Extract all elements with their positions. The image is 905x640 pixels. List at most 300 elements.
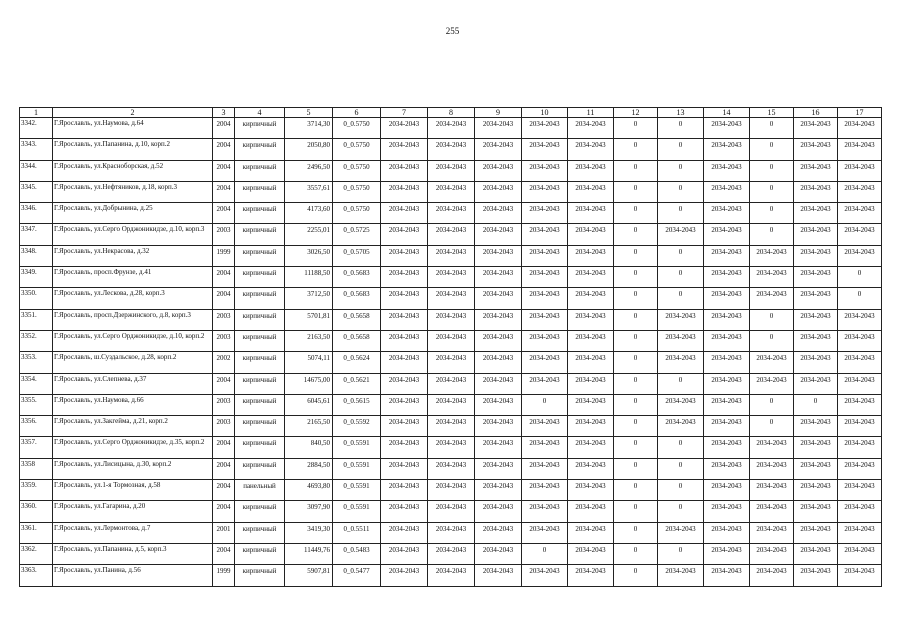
period-cell: 2034-2043 (794, 565, 838, 586)
period-cell: 0 (658, 118, 704, 139)
table-row (20, 543, 882, 564)
period-cell: 2034-2043 (522, 352, 568, 373)
period-cell: 2034-2043 (750, 352, 794, 373)
year-cell: 2004 (213, 288, 235, 309)
index-cell: 0_0.5683 (333, 267, 381, 288)
period-cell: 2034-2043 (428, 181, 475, 202)
period-cell: 2034-2043 (704, 160, 750, 181)
period-cell: 2034-2043 (475, 458, 522, 479)
address-cell: Г.Ярославль, ул.Папанина, д.10, корп.2 (53, 139, 213, 160)
address-cell: Г.Ярославль, ул.Серго Орджоникидзе, д.10, корп.3 (53, 224, 213, 245)
wall-material-cell: кирпичный (235, 267, 285, 288)
row-number-cell: 3360. (20, 501, 53, 522)
table-row (20, 139, 882, 160)
year-cell: 2002 (213, 352, 235, 373)
period-cell: 2034-2043 (428, 352, 475, 373)
address-cell: Г.Ярославль, просп.Дзержинского, д.8, корп.3 (53, 309, 213, 330)
area-cell: 2163,50 (285, 330, 333, 351)
area-cell: 2496,50 (285, 160, 333, 181)
period-cell: 2034-2043 (568, 501, 614, 522)
row-number-cell: 3354. (20, 373, 53, 394)
period-cell: 2034-2043 (838, 416, 882, 437)
column-header: 5 (285, 108, 333, 118)
period-cell: 2034-2043 (381, 309, 428, 330)
area-cell: 6045,61 (285, 394, 333, 415)
period-cell: 0 (658, 181, 704, 202)
period-cell: 2034-2043 (522, 267, 568, 288)
year-cell: 2004 (213, 458, 235, 479)
period-cell: 2034-2043 (381, 203, 428, 224)
column-header: 13 (658, 108, 704, 118)
period-cell: 2034-2043 (475, 565, 522, 586)
period-cell: 2034-2043 (522, 160, 568, 181)
period-cell: 2034-2043 (568, 118, 614, 139)
period-cell: 0 (614, 543, 658, 564)
index-cell: 0_0.5750 (333, 139, 381, 160)
period-cell: 0 (658, 139, 704, 160)
period-cell: 2034-2043 (522, 437, 568, 458)
column-header: 14 (704, 108, 750, 118)
index-cell: 0_0.5591 (333, 501, 381, 522)
period-cell: 2034-2043 (381, 160, 428, 181)
period-cell: 0 (750, 309, 794, 330)
period-cell: 2034-2043 (381, 267, 428, 288)
period-cell: 0 (614, 416, 658, 437)
period-cell: 2034-2043 (475, 160, 522, 181)
row-number-cell: 3345. (20, 181, 53, 202)
period-cell: 0 (658, 458, 704, 479)
table-row (20, 309, 882, 330)
period-cell: 0 (658, 543, 704, 564)
period-cell: 2034-2043 (704, 224, 750, 245)
period-cell: 2034-2043 (704, 118, 750, 139)
period-cell: 2034-2043 (381, 373, 428, 394)
period-cell: 2034-2043 (794, 352, 838, 373)
period-cell: 2034-2043 (522, 224, 568, 245)
area-cell: 3712,50 (285, 288, 333, 309)
column-header: 3 (213, 108, 235, 118)
index-cell: 0_0.5511 (333, 522, 381, 543)
index-cell: 0_0.5591 (333, 480, 381, 501)
year-cell: 2004 (213, 501, 235, 522)
index-cell: 0_0.5750 (333, 181, 381, 202)
period-cell: 2034-2043 (568, 288, 614, 309)
table-row (20, 245, 882, 266)
period-cell: 0 (614, 352, 658, 373)
row-number-cell: 3352. (20, 330, 53, 351)
period-cell: 2034-2043 (381, 288, 428, 309)
period-cell: 2034-2043 (794, 224, 838, 245)
wall-material-cell: кирпичный (235, 245, 285, 266)
period-cell: 2034-2043 (475, 139, 522, 160)
period-cell: 2034-2043 (522, 565, 568, 586)
period-cell: 0 (750, 416, 794, 437)
period-cell: 0 (614, 139, 658, 160)
period-cell: 2034-2043 (838, 330, 882, 351)
period-cell: 0 (750, 181, 794, 202)
table-body (20, 118, 882, 587)
column-header: 8 (428, 108, 475, 118)
period-cell: 2034-2043 (475, 501, 522, 522)
period-cell: 2034-2043 (838, 522, 882, 543)
address-cell: Г.Ярославль, ул.Слепнева, д.37 (53, 373, 213, 394)
period-cell: 2034-2043 (794, 330, 838, 351)
wall-material-cell: кирпичный (235, 458, 285, 479)
period-cell: 2034-2043 (381, 543, 428, 564)
area-cell: 840,50 (285, 437, 333, 458)
period-cell: 0 (838, 288, 882, 309)
address-cell: Г.Ярославль, ш.Суздальское, д.28, корп.2 (53, 352, 213, 373)
period-cell: 2034-2043 (428, 458, 475, 479)
index-cell: 0_0.5683 (333, 288, 381, 309)
period-cell: 2034-2043 (381, 139, 428, 160)
period-cell: 2034-2043 (381, 437, 428, 458)
period-cell: 0 (750, 139, 794, 160)
period-cell: 0 (614, 458, 658, 479)
period-cell: 2034-2043 (475, 181, 522, 202)
period-cell: 0 (614, 181, 658, 202)
year-cell: 2003 (213, 224, 235, 245)
address-cell: Г.Ярославль, ул.Лермонтова, д.7 (53, 522, 213, 543)
row-number-cell: 3346. (20, 203, 53, 224)
index-cell: 0_0.5591 (333, 458, 381, 479)
period-cell: 2034-2043 (428, 416, 475, 437)
area-cell: 14675,00 (285, 373, 333, 394)
period-cell: 2034-2043 (522, 181, 568, 202)
area-cell: 2884,50 (285, 458, 333, 479)
row-number-cell: 3355. (20, 394, 53, 415)
period-cell: 2034-2043 (838, 181, 882, 202)
table-row (20, 416, 882, 437)
row-number-cell: 3358 (20, 458, 53, 479)
period-cell: 2034-2043 (568, 203, 614, 224)
period-cell: 2034-2043 (794, 118, 838, 139)
period-cell: 2034-2043 (381, 352, 428, 373)
index-cell: 0_0.5621 (333, 373, 381, 394)
period-cell: 2034-2043 (428, 203, 475, 224)
column-header: 16 (794, 108, 838, 118)
area-cell: 11188,50 (285, 267, 333, 288)
period-cell: 2034-2043 (428, 437, 475, 458)
period-cell: 2034-2043 (381, 565, 428, 586)
wall-material-cell: кирпичный (235, 181, 285, 202)
period-cell: 0 (750, 118, 794, 139)
wall-material-cell: кирпичный (235, 501, 285, 522)
year-cell: 2004 (213, 267, 235, 288)
period-cell: 2034-2043 (568, 245, 614, 266)
year-cell: 2004 (213, 181, 235, 202)
period-cell: 0 (614, 160, 658, 181)
index-cell: 0_0.5705 (333, 245, 381, 266)
table-row (20, 394, 882, 415)
period-cell: 2034-2043 (704, 309, 750, 330)
index-cell: 0_0.5750 (333, 118, 381, 139)
period-cell: 2034-2043 (568, 394, 614, 415)
period-cell: 2034-2043 (704, 501, 750, 522)
period-cell: 2034-2043 (475, 224, 522, 245)
period-cell: 2034-2043 (838, 480, 882, 501)
period-cell: 2034-2043 (568, 224, 614, 245)
table-row (20, 330, 882, 351)
wall-material-cell: панельный (235, 480, 285, 501)
row-number-cell: 3350. (20, 288, 53, 309)
year-cell: 2004 (213, 139, 235, 160)
address-cell: Г.Ярославль, ул.Нефтяников, д.18, корп.3 (53, 181, 213, 202)
column-header: 9 (475, 108, 522, 118)
period-cell: 2034-2043 (838, 352, 882, 373)
row-number-cell: 3362. (20, 543, 53, 564)
period-cell: 2034-2043 (428, 394, 475, 415)
table-row (20, 288, 882, 309)
period-cell: 2034-2043 (838, 543, 882, 564)
period-cell: 2034-2043 (838, 309, 882, 330)
period-cell: 2034-2043 (838, 118, 882, 139)
period-cell: 2034-2043 (475, 267, 522, 288)
address-cell: Г.Ярославль, ул.Некрасова, д.32 (53, 245, 213, 266)
period-cell: 2034-2043 (568, 543, 614, 564)
period-cell: 2034-2043 (704, 245, 750, 266)
period-cell: 2034-2043 (568, 139, 614, 160)
period-cell: 0 (614, 267, 658, 288)
period-cell: 2034-2043 (522, 458, 568, 479)
index-cell: 0_0.5591 (333, 437, 381, 458)
period-cell: 2034-2043 (838, 394, 882, 415)
row-number-cell: 3363. (20, 565, 53, 586)
period-cell: 2034-2043 (794, 160, 838, 181)
period-cell: 2034-2043 (704, 416, 750, 437)
period-cell: 2034-2043 (428, 565, 475, 586)
table-row (20, 352, 882, 373)
period-cell: 2034-2043 (568, 416, 614, 437)
period-cell: 2034-2043 (750, 480, 794, 501)
period-cell: 2034-2043 (750, 437, 794, 458)
period-cell: 2034-2043 (568, 330, 614, 351)
period-cell: 2034-2043 (522, 245, 568, 266)
period-cell: 2034-2043 (704, 267, 750, 288)
row-number-cell: 3361. (20, 522, 53, 543)
period-cell: 0 (750, 160, 794, 181)
header-row (20, 108, 882, 118)
period-cell: 2034-2043 (522, 288, 568, 309)
period-cell: 2034-2043 (522, 522, 568, 543)
period-cell: 2034-2043 (794, 203, 838, 224)
period-cell: 2034-2043 (475, 522, 522, 543)
period-cell: 2034-2043 (381, 118, 428, 139)
period-cell: 2034-2043 (838, 501, 882, 522)
period-cell: 2034-2043 (794, 480, 838, 501)
area-cell: 5074,11 (285, 352, 333, 373)
area-cell: 2050,80 (285, 139, 333, 160)
period-cell: 2034-2043 (381, 224, 428, 245)
year-cell: 1999 (213, 245, 235, 266)
period-cell: 0 (658, 501, 704, 522)
year-cell: 2004 (213, 543, 235, 564)
period-cell: 2034-2043 (704, 181, 750, 202)
table-row (20, 522, 882, 543)
period-cell: 2034-2043 (704, 352, 750, 373)
address-cell: Г.Ярославль, ул.Гагарина, д.20 (53, 501, 213, 522)
address-cell: Г.Ярославль, ул.Лескова, д.28, корп.3 (53, 288, 213, 309)
period-cell: 2034-2043 (428, 501, 475, 522)
period-cell: 2034-2043 (475, 330, 522, 351)
index-cell: 0_0.5592 (333, 416, 381, 437)
period-cell: 2034-2043 (794, 543, 838, 564)
index-cell: 0_0.5658 (333, 330, 381, 351)
period-cell: 2034-2043 (475, 373, 522, 394)
table-row (20, 224, 882, 245)
wall-material-cell: кирпичный (235, 437, 285, 458)
period-cell: 2034-2043 (794, 373, 838, 394)
period-cell: 2034-2043 (704, 373, 750, 394)
wall-material-cell: кирпичный (235, 565, 285, 586)
period-cell: 2034-2043 (838, 139, 882, 160)
period-cell: 2034-2043 (704, 437, 750, 458)
period-cell: 2034-2043 (838, 160, 882, 181)
period-cell: 0 (614, 565, 658, 586)
period-cell: 2034-2043 (428, 373, 475, 394)
period-cell: 2034-2043 (475, 118, 522, 139)
period-cell: 2034-2043 (794, 245, 838, 266)
period-cell: 2034-2043 (428, 522, 475, 543)
period-cell: 2034-2043 (428, 139, 475, 160)
period-cell: 2034-2043 (381, 522, 428, 543)
period-cell: 2034-2043 (568, 480, 614, 501)
year-cell: 2004 (213, 203, 235, 224)
table-row (20, 565, 882, 586)
column-header: 12 (614, 108, 658, 118)
year-cell: 2004 (213, 118, 235, 139)
period-cell: 0 (522, 394, 568, 415)
wall-material-cell: кирпичный (235, 309, 285, 330)
period-cell: 2034-2043 (522, 118, 568, 139)
period-cell: 0 (614, 224, 658, 245)
period-cell: 0 (658, 480, 704, 501)
table-row (20, 181, 882, 202)
table-row (20, 160, 882, 181)
address-cell: Г.Ярославль, ул.Папанина, д.5, корп.3 (53, 543, 213, 564)
period-cell: 2034-2043 (750, 543, 794, 564)
period-cell: 2034-2043 (522, 501, 568, 522)
period-cell: 2034-2043 (522, 139, 568, 160)
period-cell: 2034-2043 (704, 288, 750, 309)
period-cell: 2034-2043 (568, 565, 614, 586)
period-cell: 2034-2043 (381, 245, 428, 266)
column-header: 1 (20, 108, 53, 118)
area-cell: 3714,30 (285, 118, 333, 139)
table-row (20, 501, 882, 522)
period-cell: 2034-2043 (750, 373, 794, 394)
row-number-cell: 3344. (20, 160, 53, 181)
area-cell: 11449,76 (285, 543, 333, 564)
period-cell: 0 (658, 160, 704, 181)
period-cell: 0 (750, 330, 794, 351)
period-cell: 0 (614, 288, 658, 309)
table-row (20, 373, 882, 394)
period-cell: 0 (614, 118, 658, 139)
period-cell: 2034-2043 (475, 245, 522, 266)
period-cell: 2034-2043 (522, 373, 568, 394)
period-cell: 2034-2043 (428, 309, 475, 330)
period-cell: 2034-2043 (522, 309, 568, 330)
period-cell: 2034-2043 (568, 267, 614, 288)
period-cell: 2034-2043 (658, 224, 704, 245)
period-cell: 0 (614, 394, 658, 415)
index-cell: 0_0.5483 (333, 543, 381, 564)
wall-material-cell: кирпичный (235, 203, 285, 224)
year-cell: 2004 (213, 160, 235, 181)
table-row (20, 118, 882, 139)
row-number-cell: 3359. (20, 480, 53, 501)
period-cell: 2034-2043 (381, 394, 428, 415)
period-cell: 2034-2043 (658, 565, 704, 586)
wall-material-cell: кирпичный (235, 224, 285, 245)
period-cell: 2034-2043 (475, 352, 522, 373)
period-cell: 2034-2043 (522, 480, 568, 501)
period-cell: 2034-2043 (428, 480, 475, 501)
period-cell: 2034-2043 (568, 458, 614, 479)
period-cell: 0 (750, 203, 794, 224)
index-cell: 0_0.5615 (333, 394, 381, 415)
period-cell: 0 (658, 288, 704, 309)
period-cell: 2034-2043 (475, 309, 522, 330)
period-cell: 2034-2043 (750, 522, 794, 543)
period-cell: 0 (750, 394, 794, 415)
period-cell: 0 (614, 480, 658, 501)
period-cell: 2034-2043 (381, 480, 428, 501)
wall-material-cell: кирпичный (235, 522, 285, 543)
period-cell: 0 (658, 245, 704, 266)
address-cell: Г.Ярославль, ул.Серго Орджоникидзе, д.10, корп.2 (53, 330, 213, 351)
index-cell: 0_0.5750 (333, 160, 381, 181)
period-cell: 2034-2043 (475, 288, 522, 309)
period-cell: 0 (838, 267, 882, 288)
wall-material-cell: кирпичный (235, 118, 285, 139)
table-row (20, 267, 882, 288)
period-cell: 2034-2043 (475, 543, 522, 564)
area-cell: 5907,81 (285, 565, 333, 586)
area-cell: 2165,50 (285, 416, 333, 437)
address-cell: Г.Ярославль, ул.Наумова, д.66 (53, 394, 213, 415)
address-cell: Г.Ярославль, просп.Фрунзе, д.41 (53, 267, 213, 288)
period-cell: 2034-2043 (428, 160, 475, 181)
wall-material-cell: кирпичный (235, 543, 285, 564)
period-cell: 2034-2043 (750, 245, 794, 266)
wall-material-cell: кирпичный (235, 373, 285, 394)
period-cell: 2034-2043 (568, 522, 614, 543)
period-cell: 2034-2043 (475, 437, 522, 458)
wall-material-cell: кирпичный (235, 160, 285, 181)
period-cell: 2034-2043 (475, 394, 522, 415)
row-number-cell: 3349. (20, 267, 53, 288)
year-cell: 1999 (213, 565, 235, 586)
table-row (20, 480, 882, 501)
period-cell: 2034-2043 (750, 501, 794, 522)
period-cell: 2034-2043 (522, 203, 568, 224)
period-cell: 0 (614, 245, 658, 266)
period-cell: 0 (750, 224, 794, 245)
row-number-cell: 3342. (20, 118, 53, 139)
period-cell: 2034-2043 (794, 501, 838, 522)
period-cell: 2034-2043 (750, 288, 794, 309)
year-cell: 2001 (213, 522, 235, 543)
period-cell: 2034-2043 (428, 118, 475, 139)
period-cell: 2034-2043 (838, 458, 882, 479)
period-cell: 2034-2043 (568, 373, 614, 394)
period-cell: 2034-2043 (568, 160, 614, 181)
year-cell: 2004 (213, 480, 235, 501)
period-cell: 2034-2043 (381, 330, 428, 351)
year-cell: 2003 (213, 309, 235, 330)
